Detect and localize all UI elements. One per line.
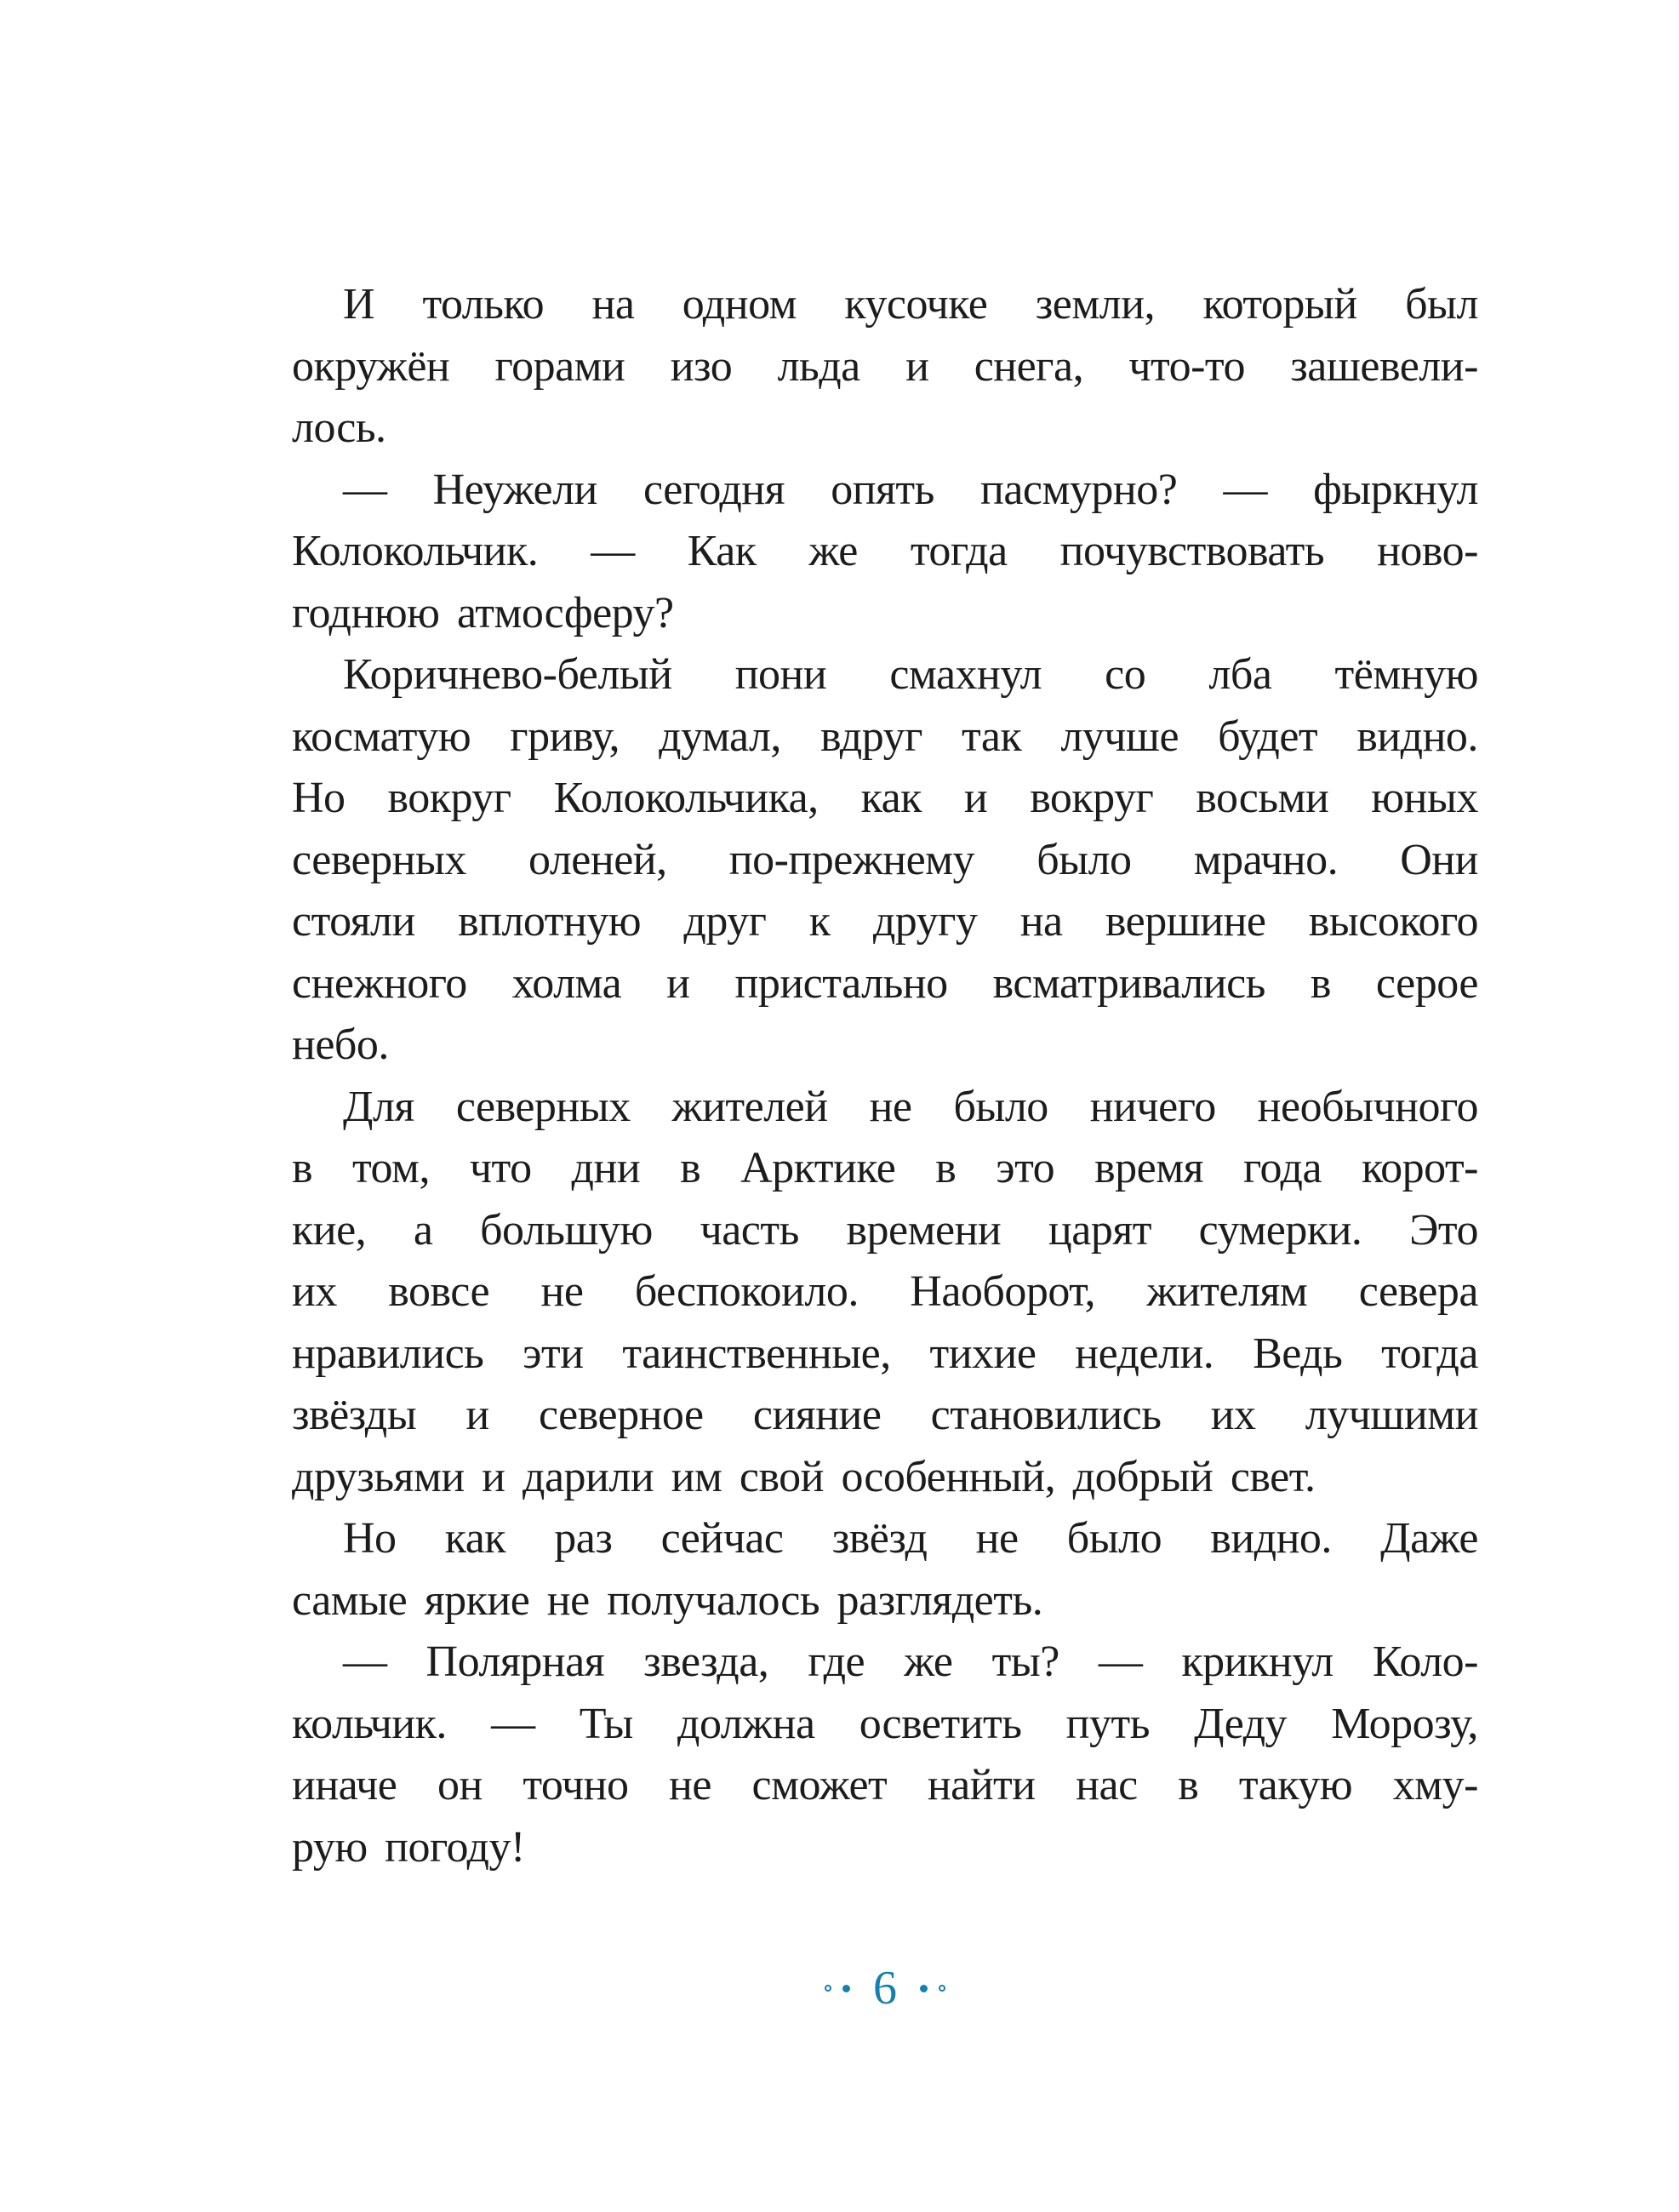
text-line: косматую гриву, думал, вдруг так лучше будет видно. [292,712,1478,761]
text-line: рую погоду! [292,1822,525,1872]
text-line: Колокольчик. — Как же тогда почувствовать ново- [292,527,1478,575]
folio-dot-icon [842,1985,850,1992]
text-line: их вовсе не беспокоило. Наоборот, жителям севера [292,1267,1478,1316]
text-line: годнюю атмосферу? [292,588,674,637]
text-line: стояли вплотную друг к другу на вершине высокого [292,897,1478,946]
text-line: лось. [292,403,386,452]
text-line: Но вокруг Колокольчика, как и вокруг восьми юных [292,774,1478,822]
text-line: самые яркие не получалось разглядеть. [292,1575,1043,1625]
text-line: Для северных жителей не было ничего необычного [343,1082,1478,1131]
text-line: кие, а большую часть времени царят сумерки. Это [292,1205,1478,1255]
text-line: небо. [292,1020,389,1069]
folio-ring-icon [825,1985,831,1992]
text-block [292,274,1478,1878]
text-line: иначе он точно не сможет найти нас в такую хму- [292,1761,1478,1809]
text-line: Коричнево-белый пони смахнул со лба тёмную [343,650,1478,699]
text-line: северных оленей, по-прежнему было мрачно. Они [292,835,1478,884]
text-line: окружён горами изо льда и снега, что-то зашевели- [292,341,1478,391]
text-line: нравились эти таинственные, тихие недели. Ведь тогда [292,1329,1478,1378]
text-line: друзьями и дарили им свой особенный, добрый свет. [292,1452,1316,1501]
text-line: Но как раз сейчас звёзд не было видно. Даже [343,1514,1478,1563]
folio-dot-icon [920,1985,928,1992]
text-line: снежного холма и пристально всматривались в серое [292,958,1478,1008]
text-line: И только на одном кусочке земли, который был [343,280,1478,329]
page-footer [292,1954,1478,2022]
text-line: — Неужели сегодня опять пасмурно? — фыркнул [343,465,1478,514]
text-line: звёзды и северное сияние становились их лучшими [292,1391,1478,1439]
text-line: — Полярная звезда, где же ты? — крикнул Коло- [343,1638,1478,1686]
text-line: в том, что дни в Арктике в это время года корот- [292,1144,1478,1192]
page-number: 6 [873,1962,897,2015]
folio-ring-icon [939,1985,945,1992]
text-line: кольчик. — Ты должна осветить путь Деду Морозу, [292,1699,1478,1748]
